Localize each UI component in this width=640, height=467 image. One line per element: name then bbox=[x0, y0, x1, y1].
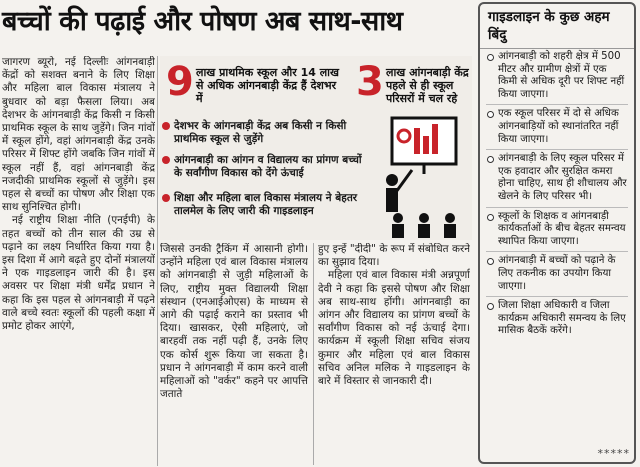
stat-text-anganwadi: लाख आंगनबाड़ी केंद्र पहले से ही स्कूल परिसरों में चल रहे bbox=[386, 66, 469, 105]
stat-text-schools: लाख प्राथमिक स्कूल और 14 लाख से अधिक आंगनबाड़ी केंद्र हैं देशभर में bbox=[196, 66, 340, 105]
sidebar-item: आंगनबाड़ी के लिए स्कूल परिसर में एक हवादार और सुरक्षित कमरा होना चाहिए, साथ ही शौचालय और खेलने के लिए परिसर भी। bbox=[486, 153, 628, 207]
sidebar-item: आंगनबाड़ी को शहरी क्षेत्र में 500 मीटर और ग्रामीण क्षेत्रों में एक किमी से अधिक दूरी पर शिफ्ट नहीं किया जाएगा। bbox=[486, 51, 628, 105]
sidebar-title: गाइडलाइन के कुछ अहम बिंदु bbox=[480, 4, 634, 49]
stat-number-9: 9 bbox=[166, 59, 194, 105]
sidebar-item: जिला शिक्षा अधिकारी व जिला कार्यक्रम अधिकारी समन्वय के लिए मासिक बैठकें करेंगे। bbox=[486, 300, 628, 341]
sidebar-item: स्कूलों के शिक्षक व आंगनबाड़ी कार्यकर्ताओं के बीच बेहतर समन्वय स्थापित किया जाएगा। bbox=[486, 211, 628, 253]
graphic-bullet: देशभर के आंगनबाड़ी केंद्र अब किसी न किसी प्राथमिक स्कूल से जुड़ेंगे bbox=[174, 120, 366, 146]
graphic-bullet: शिक्षा और महिला बाल विकास मंत्रालय ने बेहतर तालमेल के लिए जारी की गाइडलाइन bbox=[174, 192, 366, 218]
sidebar-item: एक स्कूल परिसर में दो से अधिक आंगनबाड़ियों को स्थानांतरित नहीं किया जाएगा। bbox=[486, 108, 628, 150]
end-mark: ***** bbox=[597, 447, 630, 460]
column-divider bbox=[313, 243, 314, 465]
article-paragraph: जागरण ब्यूरो, नई दिल्लीः आंगनबाड़ी केंद्रों को सशक्त बनाने के लिए शिक्षा और महिला बाल विकास मंत्रालय ने बुधवार को बड़ा फैसला लिया। अब देशभर के आंगनबाड़ी केंद्र किसी न किसी प्राथमिक स्कूल के साथ जुड़ेंगे। जिन गांवों में स्कूल होंगे, वहां आंगनबाड़ी केंद्र उनके परिसर में शिफ्ट होंगे जबकि जिन गांवों में स्कूल नहीं हैं, वहां आंगनबाड़ी केंद्र नजदीकी प्राथमिक स्कूलों से जुड़ेंगे। इस पहल से बच्चों का पोषण और शिक्षा एक साथ सुनिश्चित होगी। bbox=[2, 56, 155, 214]
infographic bbox=[160, 56, 472, 240]
article-paragraph: नई राष्ट्रीय शिक्षा नीति (एनईपी) के तहत बच्चों को तीन साल की उम्र से पढ़ाने का लक्ष्य निर्धारित किया गया है। इस दिशा में आगे बढ़ते हुए दोनों मंत्रालयों ने एक गाइडलाइन जारी की है। इस अवसर पर शिक्षा मंत्री धर्मेंद्र प्रधान ने कहा कि इस पहल से आंगनबाड़ी में पढ़ने वाले बच्चे स्वतः स्कूलों की पहली कक्षा में प्रमोट होकर आएंगे, bbox=[2, 214, 155, 333]
article-paragraph: महिला एवं बाल विकास मंत्री अन्नपूर्णा देवी ने कहा कि इससे पोषण और शिक्षा अब साथ-साथ होंगी। आंगनबाड़ी का आंगन और विद्यालय का प्रांगण बच्चों के सर्वांगीण विकास को नई ऊंचाई देगा। कार्यक्रम में स्कूली शिक्षा सचिव संजय कुमार और महिला एवं बाल विकास सचिव अनिल मलिक ने गाइडलाइन के बारे में विस्तार से जानकारी दी। bbox=[318, 269, 470, 388]
stat-number-3: 3 bbox=[356, 59, 384, 105]
headline: बच्चों की पढ़ाई और पोषण अब साथ-साथ bbox=[2, 6, 403, 37]
sidebar-item: आंगनबाड़ी में बच्चों को पढ़ाने के लिए तकनीक का उपयोग किया जाएगा। bbox=[486, 255, 628, 297]
column-divider bbox=[157, 56, 158, 466]
article-column-1 bbox=[2, 56, 155, 466]
article-column-2 bbox=[160, 243, 308, 465]
article-column-3 bbox=[318, 243, 470, 465]
guideline-sidebar bbox=[478, 2, 636, 464]
article-paragraph: हुए इन्हें "दीदी" के रूप में संबोधित करने का सुझाव दिया। bbox=[318, 243, 470, 269]
teacher-presentation-illustration bbox=[378, 114, 470, 238]
article-paragraph: जिससे उनकी ट्रैकिंग में आसानी होगी। उन्होंने महिला एवं बाल विकास मंत्रालय को आंगनबाड़ी से जुड़ी महिलाओं के लिए, राष्ट्रीय मुक्त विद्यालयी शिक्षा संस्थान (एनआईओएस) के माध्यम से आगे की पढ़ाई कराने का प्रस्ताव भी दिया। खासकर, ऐसी महिलाएं, जो बारहवीं तक नहीं पढ़ी हैं, उनके लिए एक कोर्स शुरू किया जा सकता है। प्रधान ने आंगनबाड़ी में काम करने वाली महिलाओं को "वर्कर" कहने पर आपत्ति जताते bbox=[160, 243, 308, 401]
sidebar-list bbox=[480, 49, 634, 341]
graphic-bullet: आंगनबाड़ी का आंगन व विद्यालय का प्रांगण बच्चों के सर्वांगीण विकास को देंगे ऊंचाई bbox=[174, 154, 366, 180]
